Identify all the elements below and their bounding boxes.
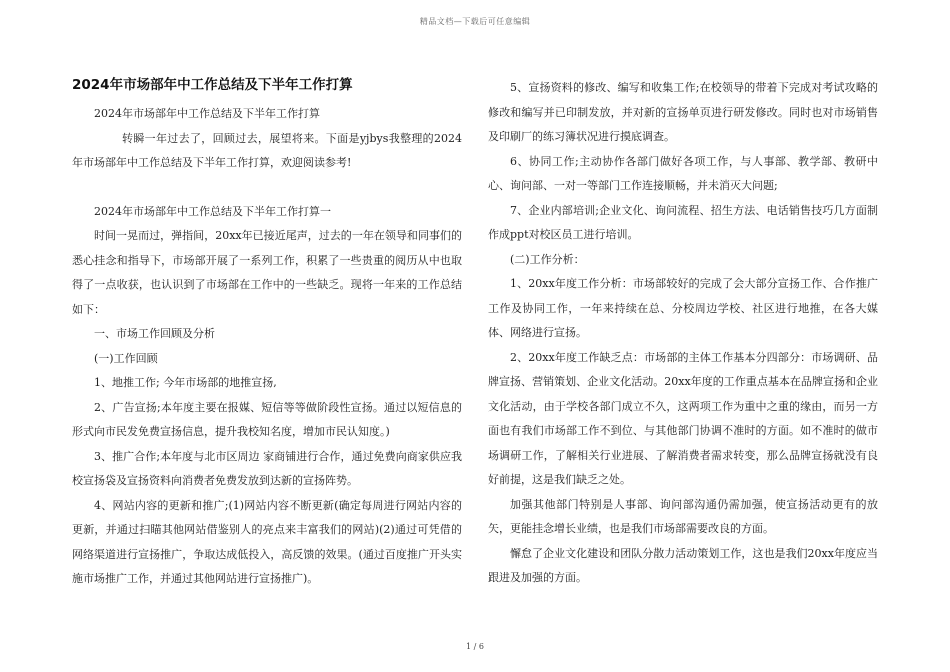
list-item-materials: 5、宣扬资料的修改、编写和收集工作;在校领导的带着下完成对考试攻略的修改和编写并已印制发放，并对新的宣扬单页进行研发修改。同时也对市场销售及印刷厂的练习簿状况进行摸底调查。	[488, 81, 878, 143]
heading-work-analysis: (二)工作分析：	[510, 252, 585, 266]
analysis-paragraph-2: 2、20xx年度工作缺乏点：市场部的主体工作基本分四部分：市场调研、品牌宣扬、营销策划、企业文化活动。20xx年度的工作重点基本在品牌宣扬和企业文化活动，由于学校各部门成立不久，这两项工作为重中之重的缘由，而另一方面也有我们市场部工作不到位、与其他部门协调不准时的方面。如不准时的做市场调研工作，了解相关行业进展、了解消费者需求转变，那么品牌宣扬就没有良好前提，这是我们缺乏之处。	[488, 350, 878, 486]
list-item-collaboration: 6、协同工作;主动协作各部门做好各项工作，与人事部、教学部、教研中心、询问部、一对一等部门工作连接顺畅，并未消灭大问题;	[488, 154, 878, 192]
list-item-website: 4、网站内容的更新和推广;(1)网站内容不断更新(确定每周进行网站内容的更新，并通过扫瞄其他网站借鉴别人的亮点来丰富我们的网站)(2)通过可凭借的网络渠道进行宣扬推广，争取达成低投入，高反馈的效果。(通过百度推广开头实施市场推广工作，并通过其他网站进行宣扬推广)。	[72, 498, 462, 585]
paragraph-culture: 懈怠了企业文化建设和团队分散力活动策划工作，这也是我们20xx年度应当跟进及加强的方面。	[488, 546, 878, 584]
list-item-ground-promotion: 1、地推工作; 今年市场部的地推宣扬,	[94, 376, 277, 389]
page-number: 1 / 6	[466, 642, 484, 651]
paragraph-overview: 时间一晃而过，弹指间，20xx年已接近尾声，过去的一年在领导和同事们的悉心挂念和指导下，市场部开展了一系列工作，积累了一些贵重的阅历从中也取得了一点收获，也认识到了市场部在工作中的一些缺乏。现将一年来的工作总结如下：	[72, 229, 462, 316]
paragraph-communication: 加强其他部门特别是人事部、询问部沟通仍需加强，使宣扬活动更有的放矢，更能挂念增长业绩，也是我们市场部需要改良的方面。	[488, 497, 878, 535]
document-title: 2024年市场部年中工作总结及下半年工作打算	[72, 77, 353, 93]
section-heading: 2024年市场部年中工作总结及下半年工作打算一	[94, 204, 331, 218]
spacer	[72, 176, 462, 200]
right-column	[488, 76, 878, 591]
list-item-training: 7、企业内部培训;企业文化、询问流程、招生方法、电话销售技巧几方面制作成ppt对校区员工进行培训。	[488, 203, 878, 241]
analysis-paragraph-1: 1、20xx年度工作分析：市场部较好的完成了会大部分宣扬工作、合作推广工作及协同工作，一年来持续在总、分校周边学校、社区进行地推，在各大媒体、网络进行宣扬。	[488, 277, 878, 339]
page-header: 精品文档—下载后可任意编辑	[419, 17, 531, 26]
left-column	[72, 76, 462, 592]
subtitle: 2024年市场部年中工作总结及下半年工作打算	[94, 107, 320, 120]
list-item-cooperation: 3、推广合作;本年度与北市区周边 家商铺进行合作，通过免费向商家供应我校宣扬袋及宣扬资料向消费者免费发放到达新的宣扬阵势。	[72, 449, 462, 487]
heading-work-review: (一)工作回顾	[94, 351, 158, 365]
intro-paragraph: 转瞬一年过去了，回顾过去，展望将来。下面是yjbys我整理的2024年市场部年中工作总结及下半年工作打算，欢迎阅读参考!	[72, 131, 462, 169]
list-item-advertising: 2、广告宣扬;本年度主要在报媒、短信等等做阶段性宣扬。通过以短信息的形式向市民发免费宣扬信息，提升我校知名度，增加市民认知度。)	[72, 400, 462, 438]
heading-market-review: 一、市场工作回顾及分析	[94, 327, 215, 340]
